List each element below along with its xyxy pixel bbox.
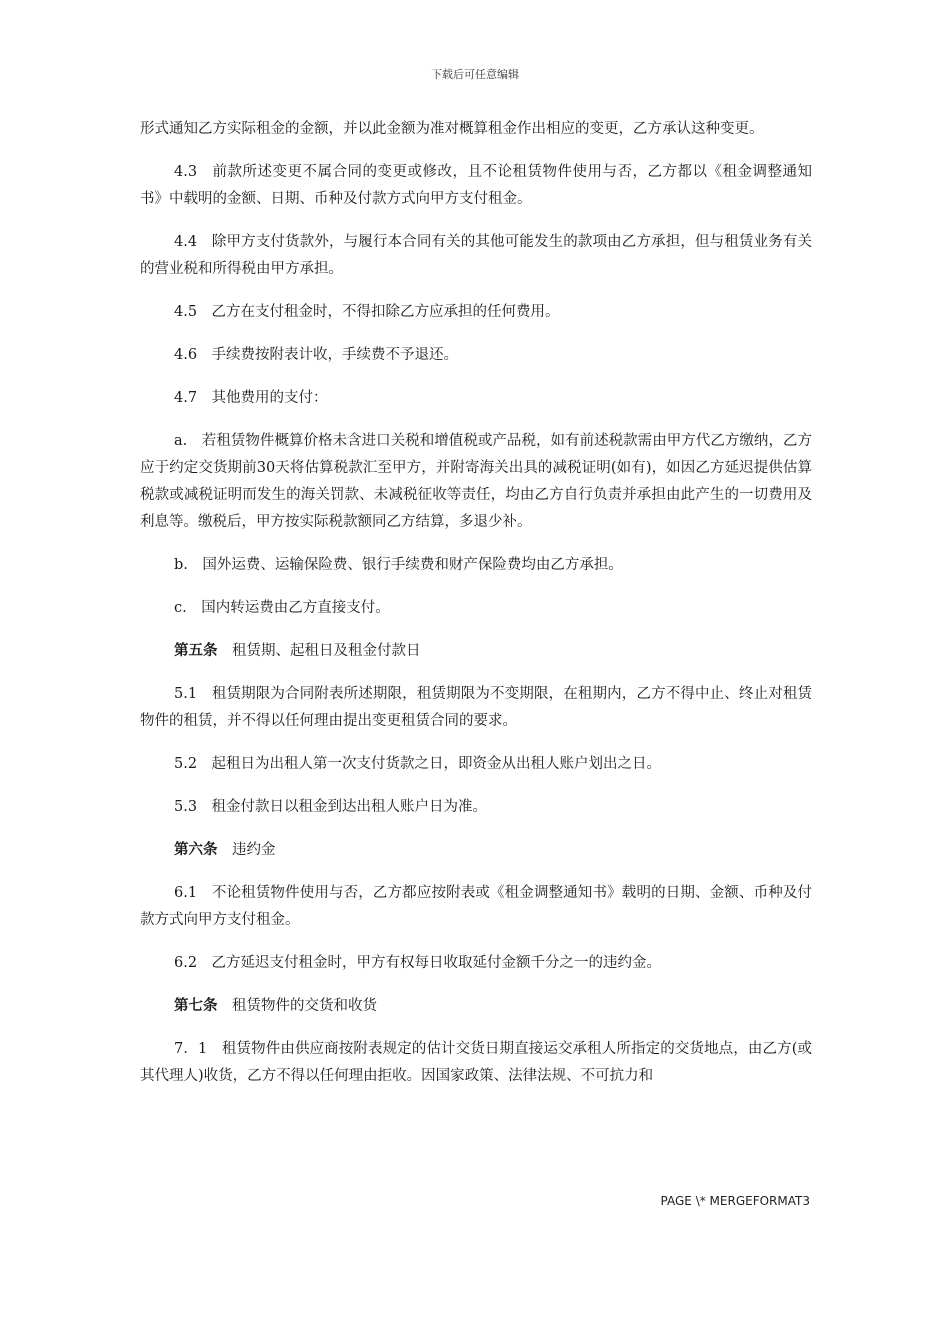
paragraph-6-2: 6.2 乙方延迟支付租金时，甲方有权每日收取延付金额千分之一的违约金。 <box>174 955 662 971</box>
section-number: 第五条 <box>174 643 218 659</box>
paragraph-5-2: 5.2 起租日为出租人第一次支付货款之日，即资金从出租人账户划出之日。 <box>174 756 662 772</box>
section-heading-6 <box>140 837 812 864</box>
section-number: 第六条 <box>174 842 218 858</box>
paragraph-4-7-b: b. 国外运费、运输保险费、银行手续费和财产保险费均由乙方承担。 <box>174 557 623 573</box>
paragraph-4-7-c: c. 国内转运费由乙方直接支付。 <box>174 600 390 616</box>
section-number: 第七条 <box>174 998 218 1014</box>
paragraph-4-3: 4.3 前款所述变更不属合同的变更或修改，且不论租赁物件使用与否，乙方都以《租金调整通知书》中载明的金额、日期、币种及付款方式向甲方支付租金。 <box>140 164 812 207</box>
section-heading-5 <box>140 638 812 665</box>
section-heading-7 <box>140 993 812 1020</box>
paragraph-4-6: 4.6 手续费按附表计收，手续费不予退还。 <box>174 347 459 363</box>
paragraph-7-1: 7．1 租赁物件由供应商按附表规定的估计交货日期直接运交承租人所指定的交货地点，由乙方(或其代理人)收货，乙方不得以任何理由拒收。因国家政策、法律法规、不可抗力和 <box>140 1041 812 1084</box>
paragraph-4-7: 4.7 其他费用的支付： <box>174 390 328 406</box>
paragraph-4-7-a: a. 若租赁物件概算价格未含进口关税和增值税或产品税，如有前述税款需由甲方代乙方缴纳，乙方应于约定交货期前30天将估算税款汇至甲方，并附寄海关出具的减税证明(如有)，如因乙方延迟提供估算税款或减税证明而发生的海关罚款、未减税征收等责任，均由乙方自行负责并承担由此产生的一切费用及利息等。缴税后，甲方按实际税款额同乙方结算，多退少补。 <box>140 433 812 530</box>
paragraph-5-1: 5.1 租赁期限为合同附表所述期限，租赁期限为不变期限，在租期内，乙方不得中止、终止对租赁物件的租赁，并不得以任何理由提出变更租赁合同的要求。 <box>140 686 812 729</box>
paragraph-4-4: 4.4 除甲方支付货款外，与履行本合同有关的其他可能发生的款项由乙方承担，但与租赁业务有关的营业税和所得税由甲方承担。 <box>140 234 812 277</box>
section-title: 租赁期、起租日及租金付款日 <box>217 643 421 659</box>
paragraph-4-5: 4.5 乙方在支付租金时，不得扣除乙方应承担的任何费用。 <box>174 304 560 320</box>
section-title: 租赁物件的交货和收货 <box>217 998 377 1014</box>
document-body <box>140 116 812 1106</box>
paragraph-5-3: 5.3 租金付款日以租金到达出租人账户日为准。 <box>174 799 488 815</box>
section-title: 违约金 <box>217 842 276 858</box>
paragraph-continuation: 形式通知乙方实际租金的金额，并以此金额为准对概算租金作出相应的变更，乙方承认这种变更。 <box>140 121 764 137</box>
page-number-field: PAGE \* MERGEFORMAT3 <box>660 1194 810 1208</box>
header-note: 下载后可任意编辑 <box>431 68 519 81</box>
paragraph-6-1: 6.1 不论租赁物件使用与否，乙方都应按附表或《租金调整通知书》载明的日期、金额、币种及付款方式向甲方支付租金。 <box>140 885 812 928</box>
